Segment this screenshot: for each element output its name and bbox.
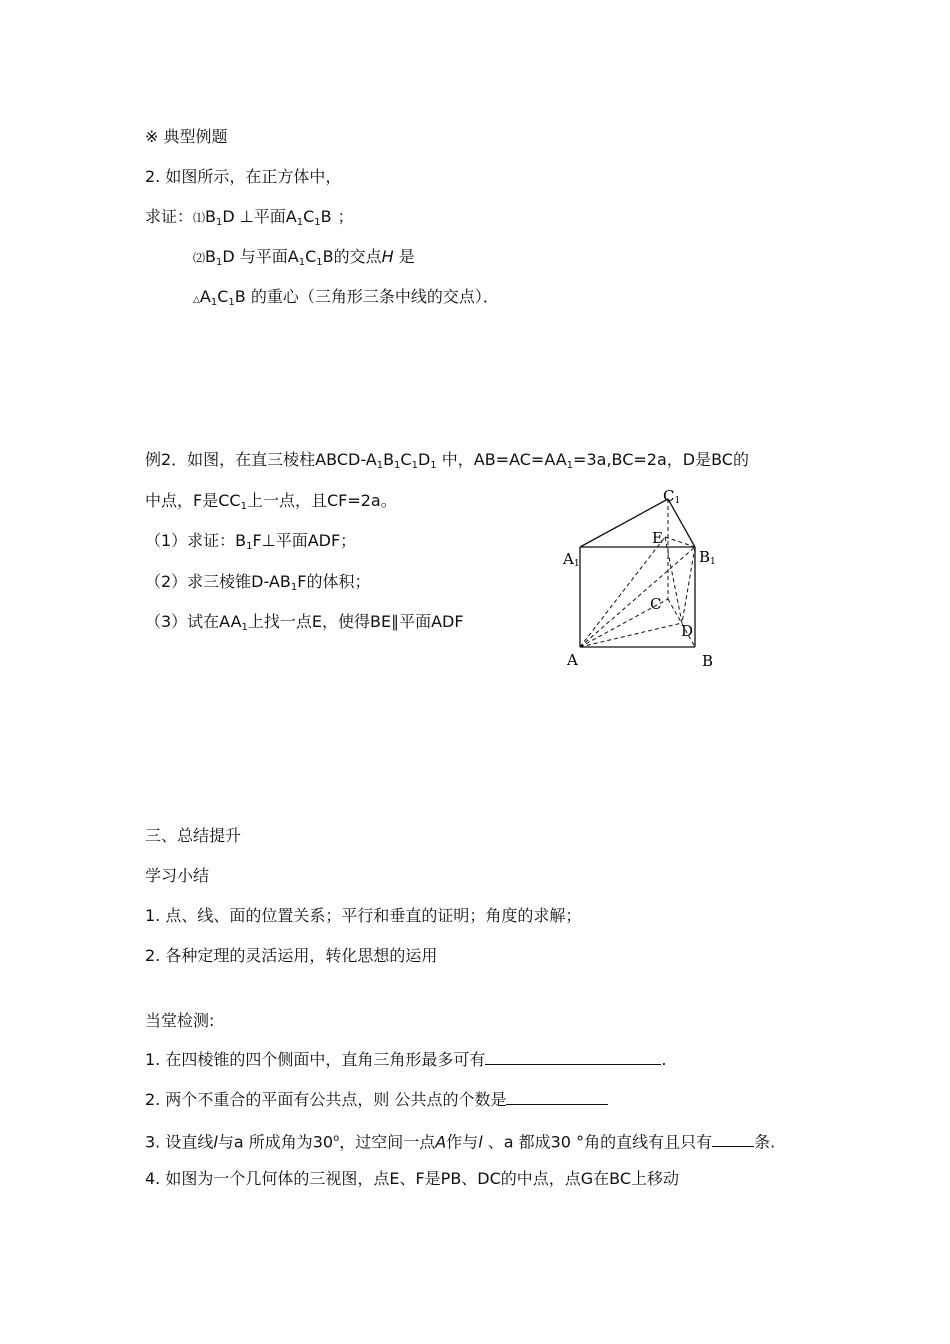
answer-blank[interactable]	[485, 1050, 661, 1065]
label-c1: C1	[663, 487, 681, 506]
text: =3a,BC=2a，D是BC的	[573, 450, 749, 469]
prove-label: 求证：	[145, 207, 194, 226]
summary-item-1: 1. 点、线、面的位置关系；平行和垂直的证明；角度的求解；	[145, 906, 582, 925]
subscript: 1	[210, 297, 218, 308]
text: 中点，F是CC	[145, 491, 241, 510]
answer-blank[interactable]	[506, 1090, 608, 1105]
math-text: 与平面	[234, 247, 288, 266]
text: B	[383, 450, 395, 469]
example1-proof-part1	[145, 207, 354, 228]
part-number: ⑵	[193, 251, 206, 265]
example1-proof-part2	[193, 247, 415, 268]
math-text: B	[205, 247, 216, 266]
subscript: 1	[228, 297, 235, 308]
label-b1: B1	[699, 548, 716, 567]
math-text: l	[213, 1132, 218, 1152]
quiz-question-1	[145, 1050, 666, 1070]
text: 上找一点E，使得BE∥平面ADF	[247, 612, 464, 631]
summary-title: 学习小结	[145, 866, 210, 885]
math-text: A	[285, 207, 297, 226]
example1-intro: 2. 如图所示，在正方体中，	[145, 167, 342, 186]
segment-a-e	[580, 537, 665, 647]
question-text: .	[661, 1050, 667, 1069]
subscript: 1	[316, 257, 323, 268]
quiz-title: 当堂检测:	[145, 1011, 215, 1030]
label-c: C	[650, 595, 662, 613]
part-number: ⑴	[193, 211, 206, 225]
subscript: 1	[240, 501, 247, 512]
triangle-symbol: △	[193, 295, 200, 305]
text: （3）试在AA	[145, 612, 242, 631]
math-text: B	[234, 287, 246, 306]
math-text: A	[435, 1132, 447, 1152]
label-e: E	[652, 529, 663, 547]
question-text: ，过空间一点	[339, 1132, 436, 1152]
subscript: 1	[430, 460, 437, 471]
math-text: B	[322, 247, 334, 266]
math-text: A	[199, 287, 211, 306]
section-heading-summary: 三、总结提升	[145, 826, 242, 845]
question-text: 作与	[446, 1132, 479, 1152]
segment-a-b1	[580, 547, 695, 647]
subscript: 1	[246, 541, 253, 552]
example2-line2	[145, 491, 397, 511]
quiz-question-2	[145, 1090, 608, 1110]
math-text: D	[222, 247, 235, 266]
math-text: ⊥平面	[234, 207, 286, 226]
math-text: 的重心（三角形三条中线的交点）．	[245, 287, 499, 306]
degree-symbol: o	[333, 1133, 340, 1144]
segment-b1-d	[682, 547, 695, 623]
subscript: 1	[216, 217, 223, 228]
question-text: 1. 在四棱锥的四个侧面中，直角三角形最多可有	[145, 1050, 486, 1069]
text: 例2．如图，在直三棱柱ABCD-A	[145, 450, 377, 469]
text: F的体积；	[297, 572, 371, 591]
label-a1: A1	[563, 550, 580, 569]
math-text: 是	[393, 247, 415, 266]
example1-proof-part3	[193, 287, 499, 310]
question-text: 、a 都成30 °角的直线有且只有	[482, 1132, 713, 1152]
math-text: l	[478, 1132, 483, 1152]
example2-question2	[145, 572, 370, 592]
subscript: 1	[394, 460, 401, 471]
math-text: D	[222, 207, 235, 226]
subscript: 1	[216, 257, 223, 268]
section-heading-examples: ※ 典型例题	[145, 127, 228, 146]
text: D	[417, 450, 431, 469]
text: C	[400, 450, 412, 469]
label-d: D	[681, 622, 694, 640]
math-text: B	[320, 207, 332, 226]
question-text: 与a 所成角为30	[217, 1132, 334, 1152]
prism-diagram	[555, 485, 735, 680]
subscript: 1	[296, 217, 304, 228]
subscript: 1	[314, 217, 321, 228]
math-text: C	[217, 287, 229, 306]
question-text: 条.	[754, 1132, 776, 1152]
text: F⊥平面ADF；	[252, 531, 357, 550]
example2-line1	[145, 450, 749, 470]
label-b: B	[702, 652, 714, 670]
segment-a-d	[580, 623, 682, 647]
subscript: 1	[411, 460, 418, 471]
math-text: ；	[337, 207, 354, 226]
example2-question3	[145, 612, 464, 632]
math-text: A	[287, 247, 299, 266]
text: 上一点，且CF=2a。	[246, 491, 397, 510]
text: （2）求三棱锥D-AB	[145, 572, 291, 591]
subscript: 1	[290, 582, 298, 593]
math-text: B	[205, 207, 217, 226]
question-text: 3. 设直线	[145, 1132, 214, 1152]
subscript: 1	[241, 622, 248, 633]
math-text: C	[305, 247, 317, 266]
text: 中，AB=AC=AA	[436, 450, 567, 469]
example2-question1	[145, 531, 356, 551]
quiz-question-4: 4. 如图为一个几何体的三视图，点E、F是PB、DC的中点，点G在BC上移动	[145, 1169, 680, 1188]
math-text: C	[303, 207, 315, 226]
summary-item-2: 2. 各种定理的灵活运用，转化思想的运用	[145, 946, 438, 965]
text: （1）求证：B	[145, 531, 247, 550]
answer-blank[interactable]	[712, 1132, 754, 1147]
math-text: 的交点	[333, 247, 382, 266]
subscript: 1	[566, 460, 574, 471]
subscript: 1	[298, 257, 306, 268]
math-text: H	[381, 247, 394, 266]
quiz-question-3	[145, 1129, 775, 1152]
question-text: 2. 两个不重合的平面有公共点，则 公共点的个数是	[145, 1090, 507, 1109]
subscript: 1	[376, 460, 384, 471]
label-a: A	[567, 651, 578, 669]
